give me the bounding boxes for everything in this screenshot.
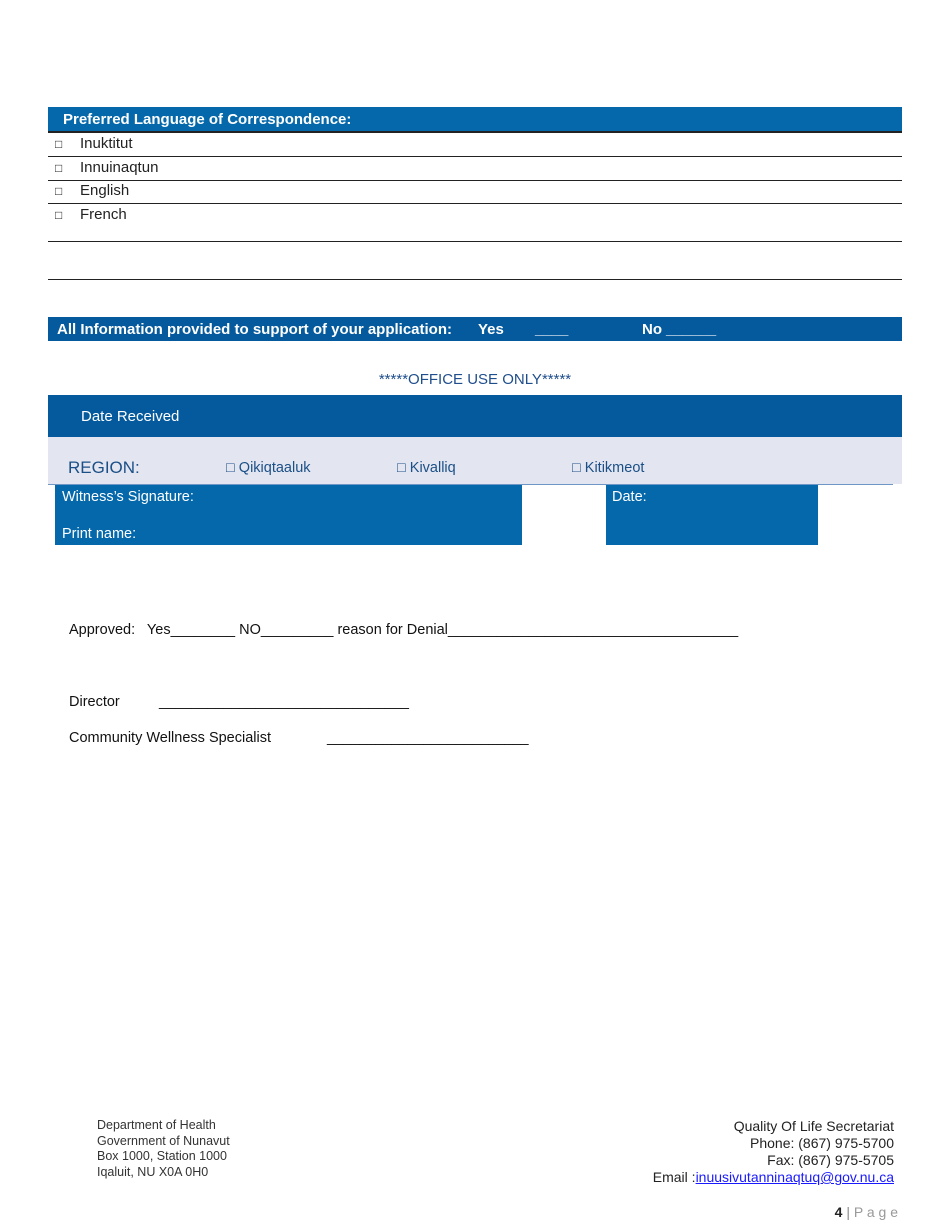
language-label: English — [80, 182, 130, 199]
footer-phone: Phone: (867) 975-5700 — [750, 1135, 894, 1151]
date-box — [606, 485, 818, 545]
info-no-blank[interactable]: ______ — [666, 321, 717, 338]
date-label: Date: — [612, 489, 647, 505]
footer-org: Quality Of Life Secretariat — [733, 1118, 894, 1134]
info-no-label: No — [642, 321, 662, 338]
footer-address-line: Department of Health — [97, 1118, 216, 1132]
language-option-english[interactable] — [48, 180, 902, 204]
footer-email-prefix: Email : — [652, 1169, 696, 1185]
info-yes-label: Yes — [478, 321, 504, 338]
footer-address-line: Iqaluit, NU X0A 0H0 — [97, 1164, 209, 1179]
director-signature-line[interactable]: _______________________________ — [159, 694, 409, 710]
region-option-kivalliq[interactable]: □ Kivalliq — [397, 460, 456, 476]
footer-email-link[interactable]: inuusivutanninaqtuq@gov.nu.ca — [695, 1169, 894, 1185]
specialist-signature-line[interactable]: _________________________ — [327, 730, 529, 746]
witness-signature-label: Witness’s Signature: — [62, 489, 194, 505]
specialist-label: Community Wellness Specialist — [69, 730, 271, 746]
checkbox-icon[interactable]: □ — [55, 184, 63, 198]
witness-box — [55, 485, 522, 545]
divider-line — [48, 279, 902, 280]
page-number: 4 — [834, 1204, 843, 1220]
footer-fax: Fax: (867) 975-5705 — [767, 1152, 894, 1168]
footer-address-line: Government of Nunavut — [97, 1133, 230, 1148]
footer-contact — [653, 1118, 894, 1186]
language-option-french[interactable] — [48, 204, 902, 227]
page-separator: | — [842, 1204, 854, 1220]
date-received-bar — [48, 395, 902, 437]
print-name-label: Print name: — [62, 526, 137, 542]
language-header — [48, 107, 902, 132]
footer-email-row — [653, 1169, 894, 1186]
director-label: Director — [69, 694, 120, 710]
language-heading: Preferred Language of Correspondence: — [63, 111, 352, 128]
info-yes-blank[interactable]: ____ — [535, 321, 569, 338]
checkbox-icon[interactable]: □ — [55, 161, 63, 175]
language-label: Inuktitut — [80, 135, 133, 152]
office-use-title: *****OFFICE USE ONLY***** — [378, 371, 572, 388]
info-bar — [48, 317, 902, 341]
region-label: REGION: — [68, 458, 140, 477]
region-row — [48, 437, 902, 484]
info-bar-text: All Information provided to support of your application: — [57, 321, 452, 338]
language-label: Innuinaqtun — [80, 159, 159, 176]
page-word: P a g e — [853, 1204, 898, 1220]
date-received-label: Date Received — [81, 408, 180, 425]
approval-line[interactable]: Approved: Yes________ NO_________ reason for Denial____________________________________ — [69, 622, 739, 638]
divider-line — [48, 241, 902, 242]
language-option-innuinaqtun[interactable] — [48, 157, 902, 181]
language-label: French — [80, 206, 127, 223]
checkbox-icon[interactable]: □ — [55, 137, 63, 151]
footer-address-line: Box 1000, Station 1000 — [97, 1149, 227, 1163]
region-option-kitikmeot[interactable]: □ Kitikmeot — [572, 460, 645, 476]
page-number-row — [827, 1188, 898, 1220]
language-option-inuktitut[interactable] — [48, 133, 902, 157]
region-option-qikiqtaaluk[interactable]: □ Qikiqtaaluk — [226, 460, 311, 476]
checkbox-icon[interactable]: □ — [55, 208, 63, 222]
footer-address — [97, 1118, 230, 1180]
